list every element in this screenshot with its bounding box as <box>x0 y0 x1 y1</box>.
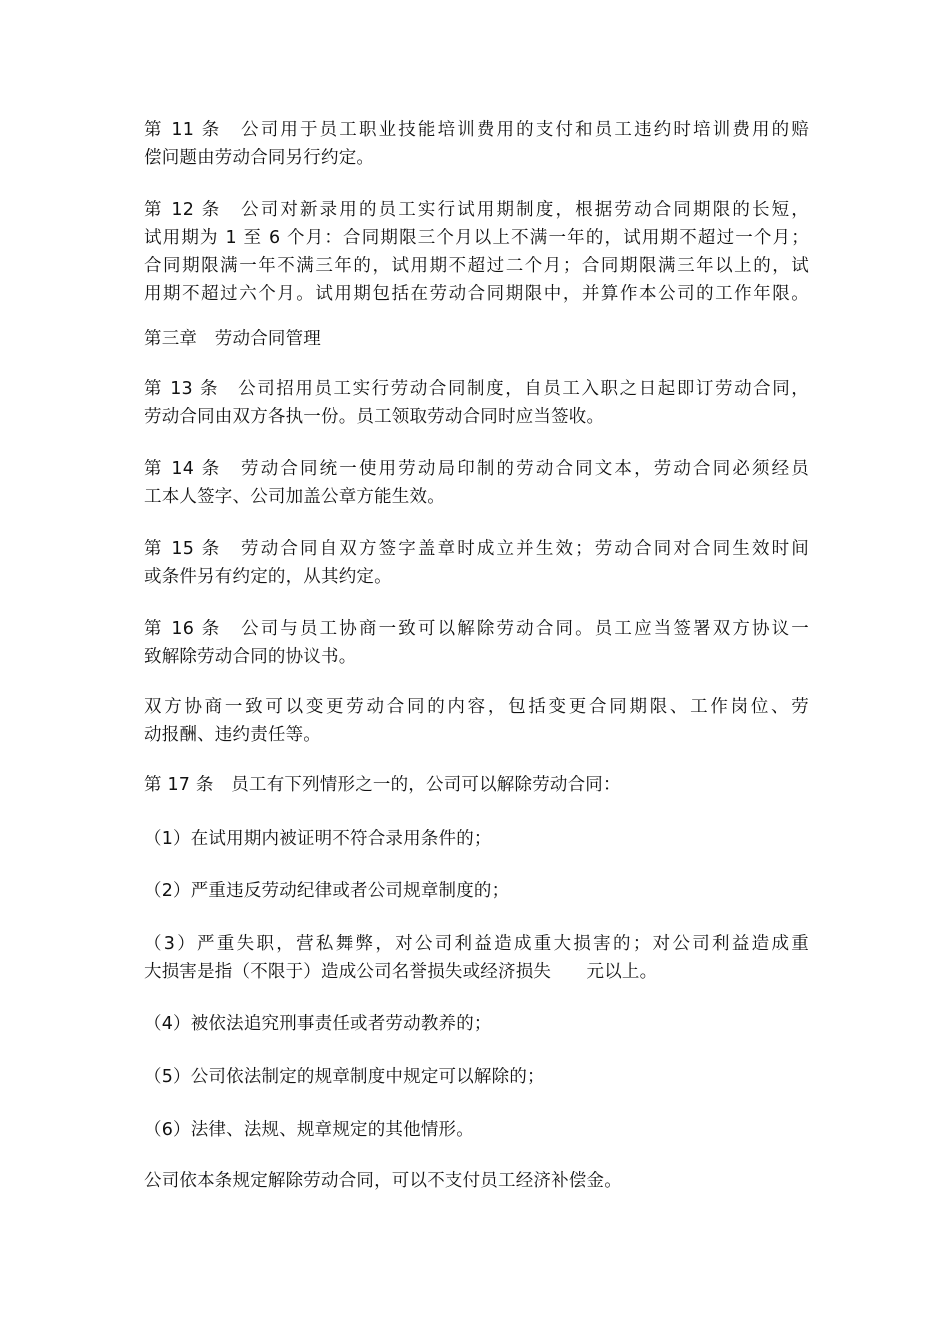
text-line: 致解除劳动合同的协议书。 <box>144 647 357 667</box>
list-item-6 <box>144 1116 809 1144</box>
article-16 <box>144 615 809 671</box>
text-line: 第 12 条 公司对新录用的员工实行试用期制度，根据劳动合同期限的长短， <box>144 200 809 220</box>
article-13 <box>144 375 809 431</box>
list-item-3 <box>144 930 809 986</box>
text-line: 第 15 条 劳动合同自双方签字盖章时成立并生效；劳动合同对合同生效时间 <box>144 539 809 559</box>
list-item-1 <box>144 825 809 853</box>
text-line: 第三章 劳动合同管理 <box>144 329 321 349</box>
list-item-4 <box>144 1010 809 1038</box>
text-line: （2）严重违反劳动纪律或者公司规章制度的； <box>144 881 510 901</box>
article-15 <box>144 535 809 591</box>
text-line: 大损害是指（不限于）造成公司名誉损失或经济损失 元以上。 <box>144 962 658 982</box>
text-line: 偿问题由劳动合同另行约定。 <box>144 148 375 168</box>
text-line: 合同期限满一年不满三年的，试用期不超过二个月；合同期限满三年以上的，试 <box>144 256 809 276</box>
article-14 <box>144 455 809 511</box>
chapter-3-heading <box>144 325 809 353</box>
text-line: 试用期为 1 至 6 个月：合同期限三个月以上不满一年的，试用期不超过一个月； <box>144 228 809 248</box>
text-line: （1）在试用期内被证明不符合录用条件的； <box>144 829 492 849</box>
text-line: 第 11 条 公司用于员工职业技能培训费用的支付和员工违约时培训费用的赔 <box>144 120 809 140</box>
text-line: 双方协商一致可以变更劳动合同的内容，包括变更合同期限、工作岗位、劳 <box>144 697 809 717</box>
text-line: 工本人签字、公司加盖公章方能生效。 <box>144 487 445 507</box>
article-17 <box>144 771 809 799</box>
article-16-continued <box>144 693 809 749</box>
article-11 <box>144 116 809 172</box>
list-item-5 <box>144 1063 809 1091</box>
text-line: （6）法律、法规、规章规定的其他情形。 <box>144 1120 474 1140</box>
text-line: 第 14 条 劳动合同统一使用劳动局印制的劳动合同文本，劳动合同必须经员 <box>144 459 809 479</box>
list-item-2 <box>144 877 809 905</box>
text-line: （4）被依法追究刑事责任或者劳动教养的； <box>144 1014 492 1034</box>
text-line: 第 13 条 公司招用员工实行劳动合同制度，自员工入职之日起即订劳动合同， <box>144 379 809 399</box>
text-line: 劳动合同由双方各执一份。员工领取劳动合同时应当签收。 <box>144 407 605 427</box>
text-line: （3）严重失职，营私舞弊，对公司利益造成重大损害的；对公司利益造成重 <box>144 934 809 954</box>
article-12 <box>144 196 809 308</box>
text-line: 用期不超过六个月。试用期包括在劳动合同期限中，并算作本公司的工作年限。 <box>144 284 809 304</box>
text-line: （5）公司依法制定的规章制度中规定可以解除的； <box>144 1067 545 1087</box>
text-line: 公司依本条规定解除劳动合同，可以不支付员工经济补偿金。 <box>144 1171 622 1191</box>
text-line: 或条件另有约定的，从其约定。 <box>144 567 392 587</box>
text-line: 第 16 条 公司与员工协商一致可以解除劳动合同。员工应当签署双方协议一 <box>144 619 809 639</box>
text-line: 第 17 条 员工有下列情形之一的，公司可以解除劳动合同： <box>144 775 621 795</box>
closing-statement <box>144 1167 809 1195</box>
text-line: 动报酬、违约责任等。 <box>144 725 321 745</box>
